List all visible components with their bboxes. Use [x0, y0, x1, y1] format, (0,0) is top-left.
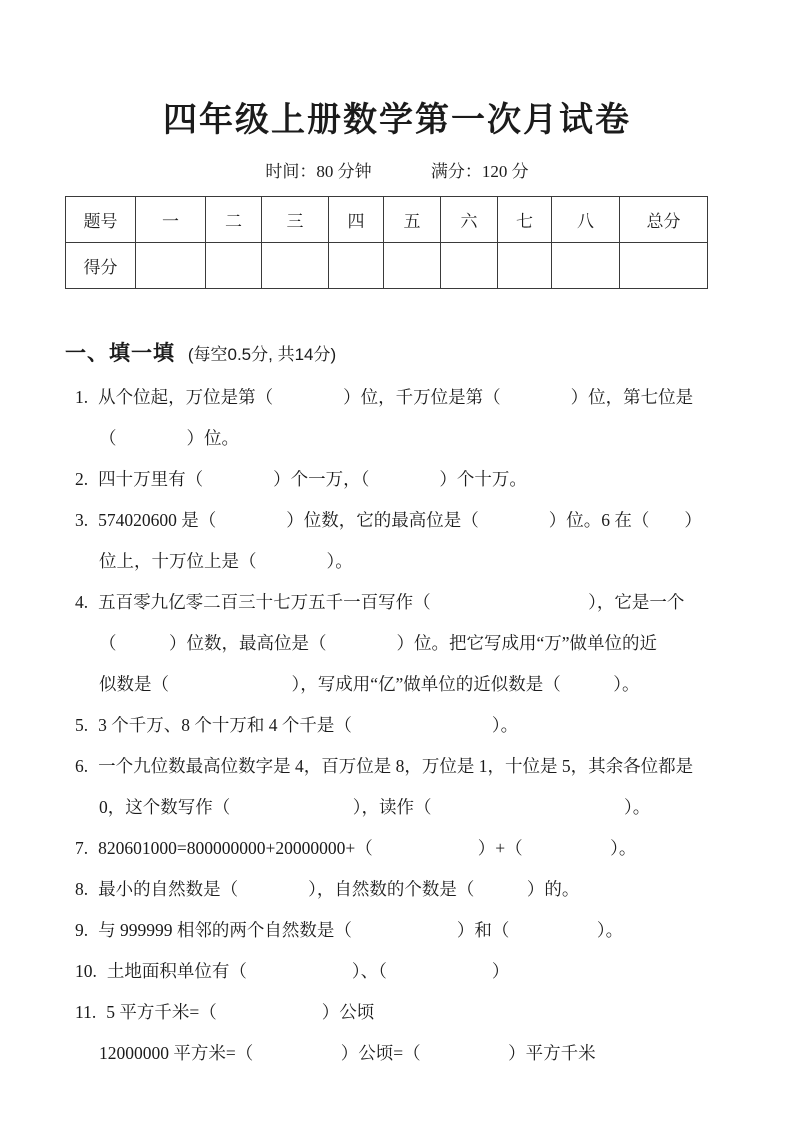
table-header-cell: 四	[329, 196, 384, 242]
exam-meta	[0, 157, 794, 182]
section-1-questions	[75, 377, 746, 1074]
score-cell	[206, 242, 262, 288]
table-header-cell: 六	[441, 196, 498, 242]
question-text: （ ）位数，最高位是（ ）位。把它写成用“万”做单位的近	[99, 632, 658, 653]
question-number: 7.	[75, 837, 89, 858]
score-cell	[498, 242, 552, 288]
question-text: 与 999999 相邻的两个自然数是（ ）和（ ）。	[98, 919, 624, 940]
page-title: 四年级上册数学第一次月试卷	[163, 101, 631, 139]
question-text: 一个九位数最高位数字是 4，百万位是 8，万位是 1，十位是 5，其余各位都是	[98, 755, 694, 776]
score-cell	[329, 242, 384, 288]
score-cell	[262, 242, 329, 288]
question-10	[75, 951, 746, 992]
question-1	[75, 377, 746, 459]
question-number: 6.	[75, 755, 89, 776]
question-6	[75, 746, 746, 828]
question-7	[75, 828, 746, 869]
question-text: 四十万里有（ ）个一万，（ ）个十万。	[98, 468, 527, 489]
question-5	[75, 705, 746, 746]
question-text: 3 个千万、8 个十万和 4 个千是（ ）。	[98, 714, 519, 735]
score-cell	[552, 242, 620, 288]
question-2	[75, 459, 746, 500]
question-text: 最小的自然数是（ ），自然数的个数是（ ）的。	[98, 878, 580, 899]
score-cell	[620, 242, 708, 288]
question-number: 4.	[75, 591, 89, 612]
section-1-score-note: (每空0.5分, 共14分)	[187, 344, 337, 364]
question-4	[75, 582, 746, 705]
question-text: 574020600 是（ ）位数，它的最高位是（ ）位。6 在（ ）	[98, 509, 702, 530]
question-number: 5.	[75, 714, 89, 735]
table-header-cell: 二	[206, 196, 262, 242]
question-text: 似数是（ ），写成用“亿”做单位的近似数是（ ）。	[99, 673, 640, 694]
question-text: 位上，十万位上是（ ）。	[99, 550, 353, 571]
question-number: 10.	[75, 960, 97, 981]
question-text: （ ）位。	[99, 427, 239, 448]
question-number: 9.	[75, 919, 89, 940]
question-11	[75, 992, 746, 1074]
score-table-score-row	[66, 242, 708, 288]
table-header-cell: 三	[262, 196, 329, 242]
section-1-heading	[65, 337, 794, 367]
table-header-cell: 八	[552, 196, 620, 242]
question-number: 8.	[75, 878, 89, 899]
question-text: 0，这个数写作（ ），读作（ ）。	[99, 796, 651, 817]
table-header-cell: 总分	[620, 196, 708, 242]
question-8	[75, 869, 746, 910]
question-9	[75, 910, 746, 951]
question-3	[75, 500, 746, 582]
table-header-cell: 五	[384, 196, 441, 242]
score-cell	[384, 242, 441, 288]
question-text: 5 平方千米=（ ）公顷	[106, 1001, 375, 1022]
score-table	[65, 196, 708, 289]
score-cell	[136, 242, 206, 288]
question-text: 五百零九亿零二百三十七万五千一百写作（ ），它是一个	[98, 591, 685, 612]
score-row-label: 得分	[66, 242, 136, 288]
table-header-cell: 七	[498, 196, 552, 242]
score-table-header-row	[66, 196, 708, 242]
section-1-title: 一、填一填	[65, 341, 175, 365]
table-header-cell: 一	[136, 196, 206, 242]
question-number: 3.	[75, 509, 89, 530]
score-cell	[441, 242, 498, 288]
exam-full-score: 满分：120 分	[430, 161, 529, 181]
question-text: 820601000=800000000+20000000+（ ）+（ ）。	[98, 837, 637, 858]
question-text: 12000000 平方米=（ ）公顷=（ ）平方千米	[99, 1042, 596, 1063]
question-number: 11.	[75, 1001, 97, 1022]
question-text: 土地面积单位有（ ）、（ ）	[106, 960, 510, 981]
question-text: 从个位起，万位是第（ ）位，千万位是第（ ）位，第七位是	[98, 386, 694, 407]
table-header-cell: 题号	[66, 196, 136, 242]
exam-time: 时间：80 分钟	[265, 161, 372, 181]
question-number: 1.	[75, 386, 89, 407]
question-number: 2.	[75, 468, 89, 489]
